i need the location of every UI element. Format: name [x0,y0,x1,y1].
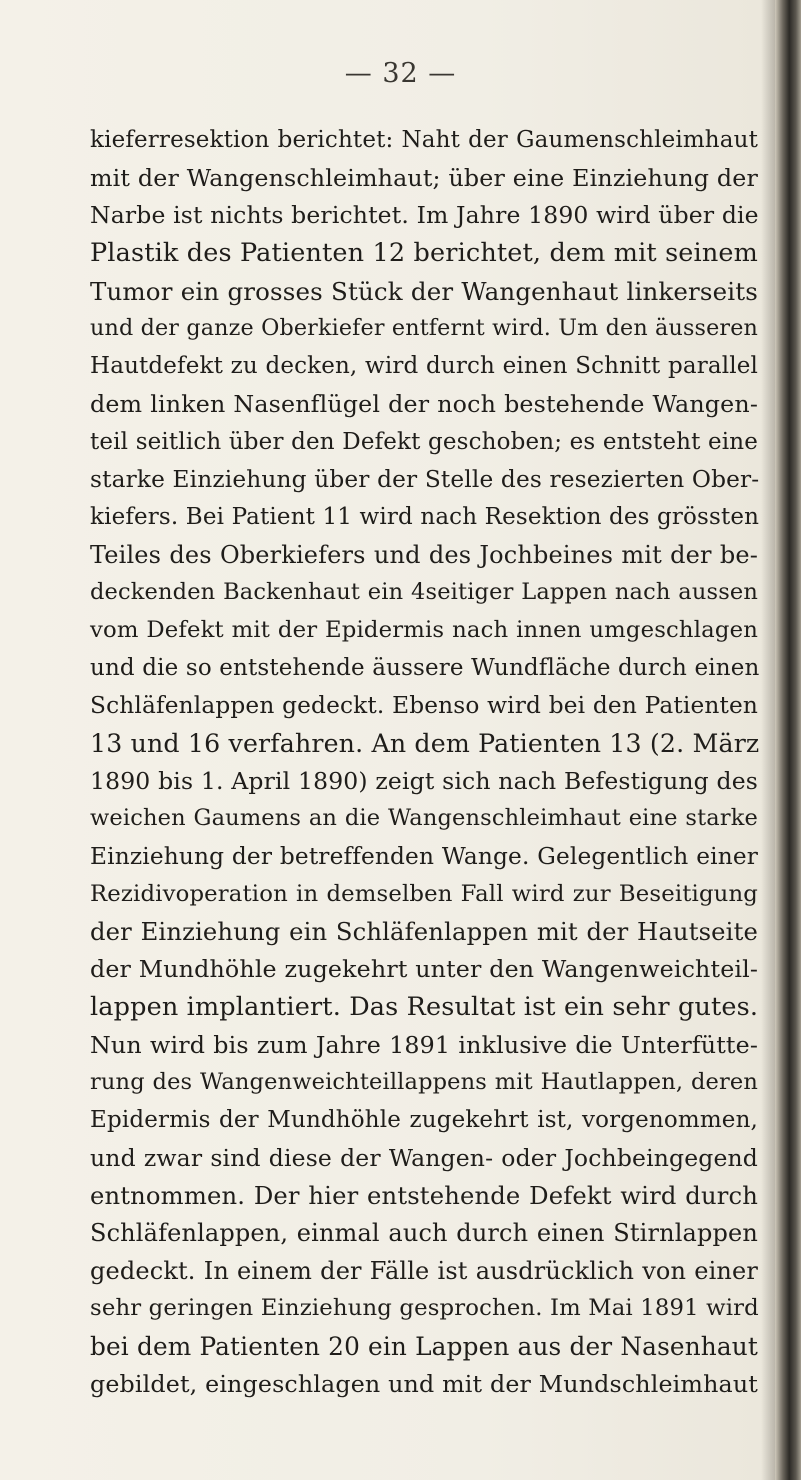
text-line: deckenden Backenhaut ein 4seitiger Lappen nach aussen [90,579,758,606]
text-line: rung des Wangenweichteillappens mit Hautlappen, deren [90,1069,758,1096]
text-line: und die so entstehende äussere Wundfläche durch einen [90,654,760,681]
text-line: Schläfenlappen gedeckt. Ebenso wird bei den Patienten [90,692,758,720]
text-line: bei dem Patienten 20 ein Lappen aus der Nasenhaut [90,1332,758,1361]
text-line: Hautdefekt zu decken, wird durch einen Schnitt parallel [90,353,758,380]
text-line: Plastik des Patienten 12 berichtet, dem mit seinem [90,238,758,269]
text-line: Einziehung der betreffenden Wange. Gelegentlich einer [90,843,758,871]
text-line: 13 und 16 verfahren. An dem Patienten 13 (2. März [90,729,760,758]
text-line: weichen Gaumens an die Wangenschleimhaut eine starke [90,805,758,832]
text-line: Narbe ist nichts berichtet. Im Jahre 1890 wird über die [90,201,759,230]
text-line: vom Defekt mit der Epidermis nach innen umgeschlagen [90,616,758,643]
text-line: Nun wird bis zum Jahre 1891 inklusive die Unterfütte- [90,1030,758,1059]
page-number: — 32 — [344,58,457,89]
text-line: Teiles des Oberkiefers und des Jochbeines mit der be- [90,540,758,569]
text-line: Rezidivoperation in demselben Fall wird zur Beseitigung [90,880,758,907]
text-line: Tumor ein grosses Stück der Wangenhaut linkerseits [90,276,758,306]
text-line: und zwar sind diese der Wangen- oder Jochbeingegend [90,1143,758,1172]
text-line: kieferresektion berichtet: Naht der Gaumenschleimhaut [90,127,758,153]
page-gutter-shadow [761,0,775,1480]
page-binding-edge [775,0,801,1480]
text-line: lappen implantiert. Das Resultat ist ein sehr gutes. [90,991,759,1022]
text-line: gebildet, eingeschlagen und mit der Mundschleimhaut [90,1369,758,1398]
text-line: starke Einziehung über der Stelle des resezierten Ober- [90,466,760,494]
text-line: entnommen. Der hier entstehende Defekt wird durch [90,1181,758,1211]
text-line: dem linken Nasenflügel der noch bestehende Wangen- [90,389,758,418]
text-line: der Mundhöhle zugekehrt unter den Wangenweichteil- [90,955,759,984]
text-line: gedeckt. In einem der Fälle ist ausdrücklich von einer [90,1256,758,1285]
text-line: sehr geringen Einziehung gesprochen. Im Mai 1891 wird [90,1295,759,1322]
text-line: Schläfenlappen, einmal auch durch einen Stirnlappen [90,1218,758,1247]
text-line: der Einziehung ein Schläfenlappen mit der Hautseite [90,917,758,947]
text-line: mit der Wangenschleimhaut; über eine Einziehung der [90,163,758,192]
text-line: Epidermis der Mundhöhle zugekehrt ist, vorgenommen, [90,1106,758,1133]
text-line: kiefers. Bei Patient 11 wird nach Resektion des grössten [90,503,760,530]
text-line: teil seitlich über den Defekt geschoben; es entsteht eine [90,428,758,455]
text-line: 1890 bis 1. April 1890) zeigt sich nach Befestigung des [90,766,758,795]
text-line: und der ganze Oberkiefer entfernt wird. Um den äusseren [90,315,758,342]
body-text [90,122,758,1403]
